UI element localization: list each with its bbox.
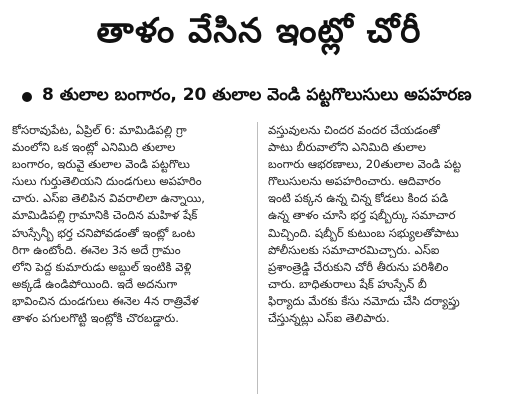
text-line: మిచ్చింది. షబ్బీర్ కుటుంబ సభ్యులతోపాటు bbox=[268, 225, 459, 240]
text-line: సులు గుర్తుతెలియని దుండగులు అపహరిం bbox=[12, 174, 202, 189]
right-column bbox=[268, 122, 504, 327]
text-line: ఇంటి పక్కన ఉన్న చిన్న కోడలు కింద పడి bbox=[268, 191, 449, 206]
text-line: రిగా ఉంటోంది. ఈనెల 3న అదే గ్రామం bbox=[12, 242, 181, 257]
headline: తాళం వేసిన ఇంట్లో చోరీ bbox=[96, 11, 422, 51]
text-line: చారు. ఎస్ఐ తెలిపిన వివరాలిలా ఉన్నాయి, bbox=[12, 191, 205, 206]
text-line: లోని పెద్ద కుమారుడు అబ్దుల్ ఇంటికి వెళ్లి bbox=[12, 259, 192, 274]
left-column bbox=[12, 122, 248, 327]
text-line: ప్రశాంత్రెడ్డి చేరుకుని చోరీ తీరును పరిశీలిం bbox=[268, 259, 449, 274]
text-line: మామిడిపల్లి గ్రామానికి చెందిన మహిళ షేక్ bbox=[12, 208, 198, 223]
text-line: మంలోని ఒక ఇంట్లో ఎనిమిది తులాల bbox=[12, 140, 176, 155]
text-line: హుస్సేన్బీ భర్త చనిపోవడంతో ఇంట్లో ఒంట bbox=[12, 225, 196, 240]
bullet-icon bbox=[22, 92, 32, 102]
text-line: వస్తువులను చిందర వందర చేయడంతో bbox=[268, 123, 440, 137]
text-line: గొలుసులను అపహరించారు. ఆదివారం bbox=[268, 174, 441, 189]
text-line: చేస్తున్నట్లు ఎస్ఐ తెలిపారు. bbox=[268, 311, 390, 326]
text-line: తాళం పగులగొట్టి ఇంట్లోకి చొరబడ్డారు. bbox=[12, 311, 179, 326]
subheadline: 8 తులాల బంగారం, 20 తులాల వెండి పట్టగొలుసులు అపహరణ bbox=[42, 85, 472, 105]
text-line: భావించిన దుండగులు ఈనెల 4న రాత్రివేళ bbox=[12, 293, 199, 308]
column-divider bbox=[257, 122, 258, 394]
subheadline-row bbox=[10, 84, 510, 110]
text-line: బంగారం, ఇరువై తులాల వెండి పట్టగొలు bbox=[12, 157, 190, 172]
text-line: పోలీసులకు సమాచారమిచ్చారు. ఎస్ఐ bbox=[268, 242, 440, 257]
text-line: అక్కడే ఉండిపోయింది. ఇదే అదనుగా bbox=[12, 276, 178, 291]
text-line: ఫిర్యాదు మేరకు కేసు నమోదు చేసి దర్యాప్తు bbox=[268, 293, 460, 308]
text-line: పాటు బీరువాలోని ఎనిమిది తులాల bbox=[268, 140, 426, 155]
text-line: ఉన్న తాళం చూసి భర్త షబ్బీర్కు సమాచార bbox=[268, 208, 456, 223]
text-line: కోసరావుపేట, ఏప్రిల్ 6: మామిడిపల్లి గ్రా bbox=[12, 123, 187, 137]
text-line: బంగారు ఆభరణాలు, 20తులాల వెండి పట్ట bbox=[268, 157, 462, 172]
text-line: చారు. బాధితురాలు షేక్ హుస్సేన్ బీ bbox=[268, 276, 427, 291]
